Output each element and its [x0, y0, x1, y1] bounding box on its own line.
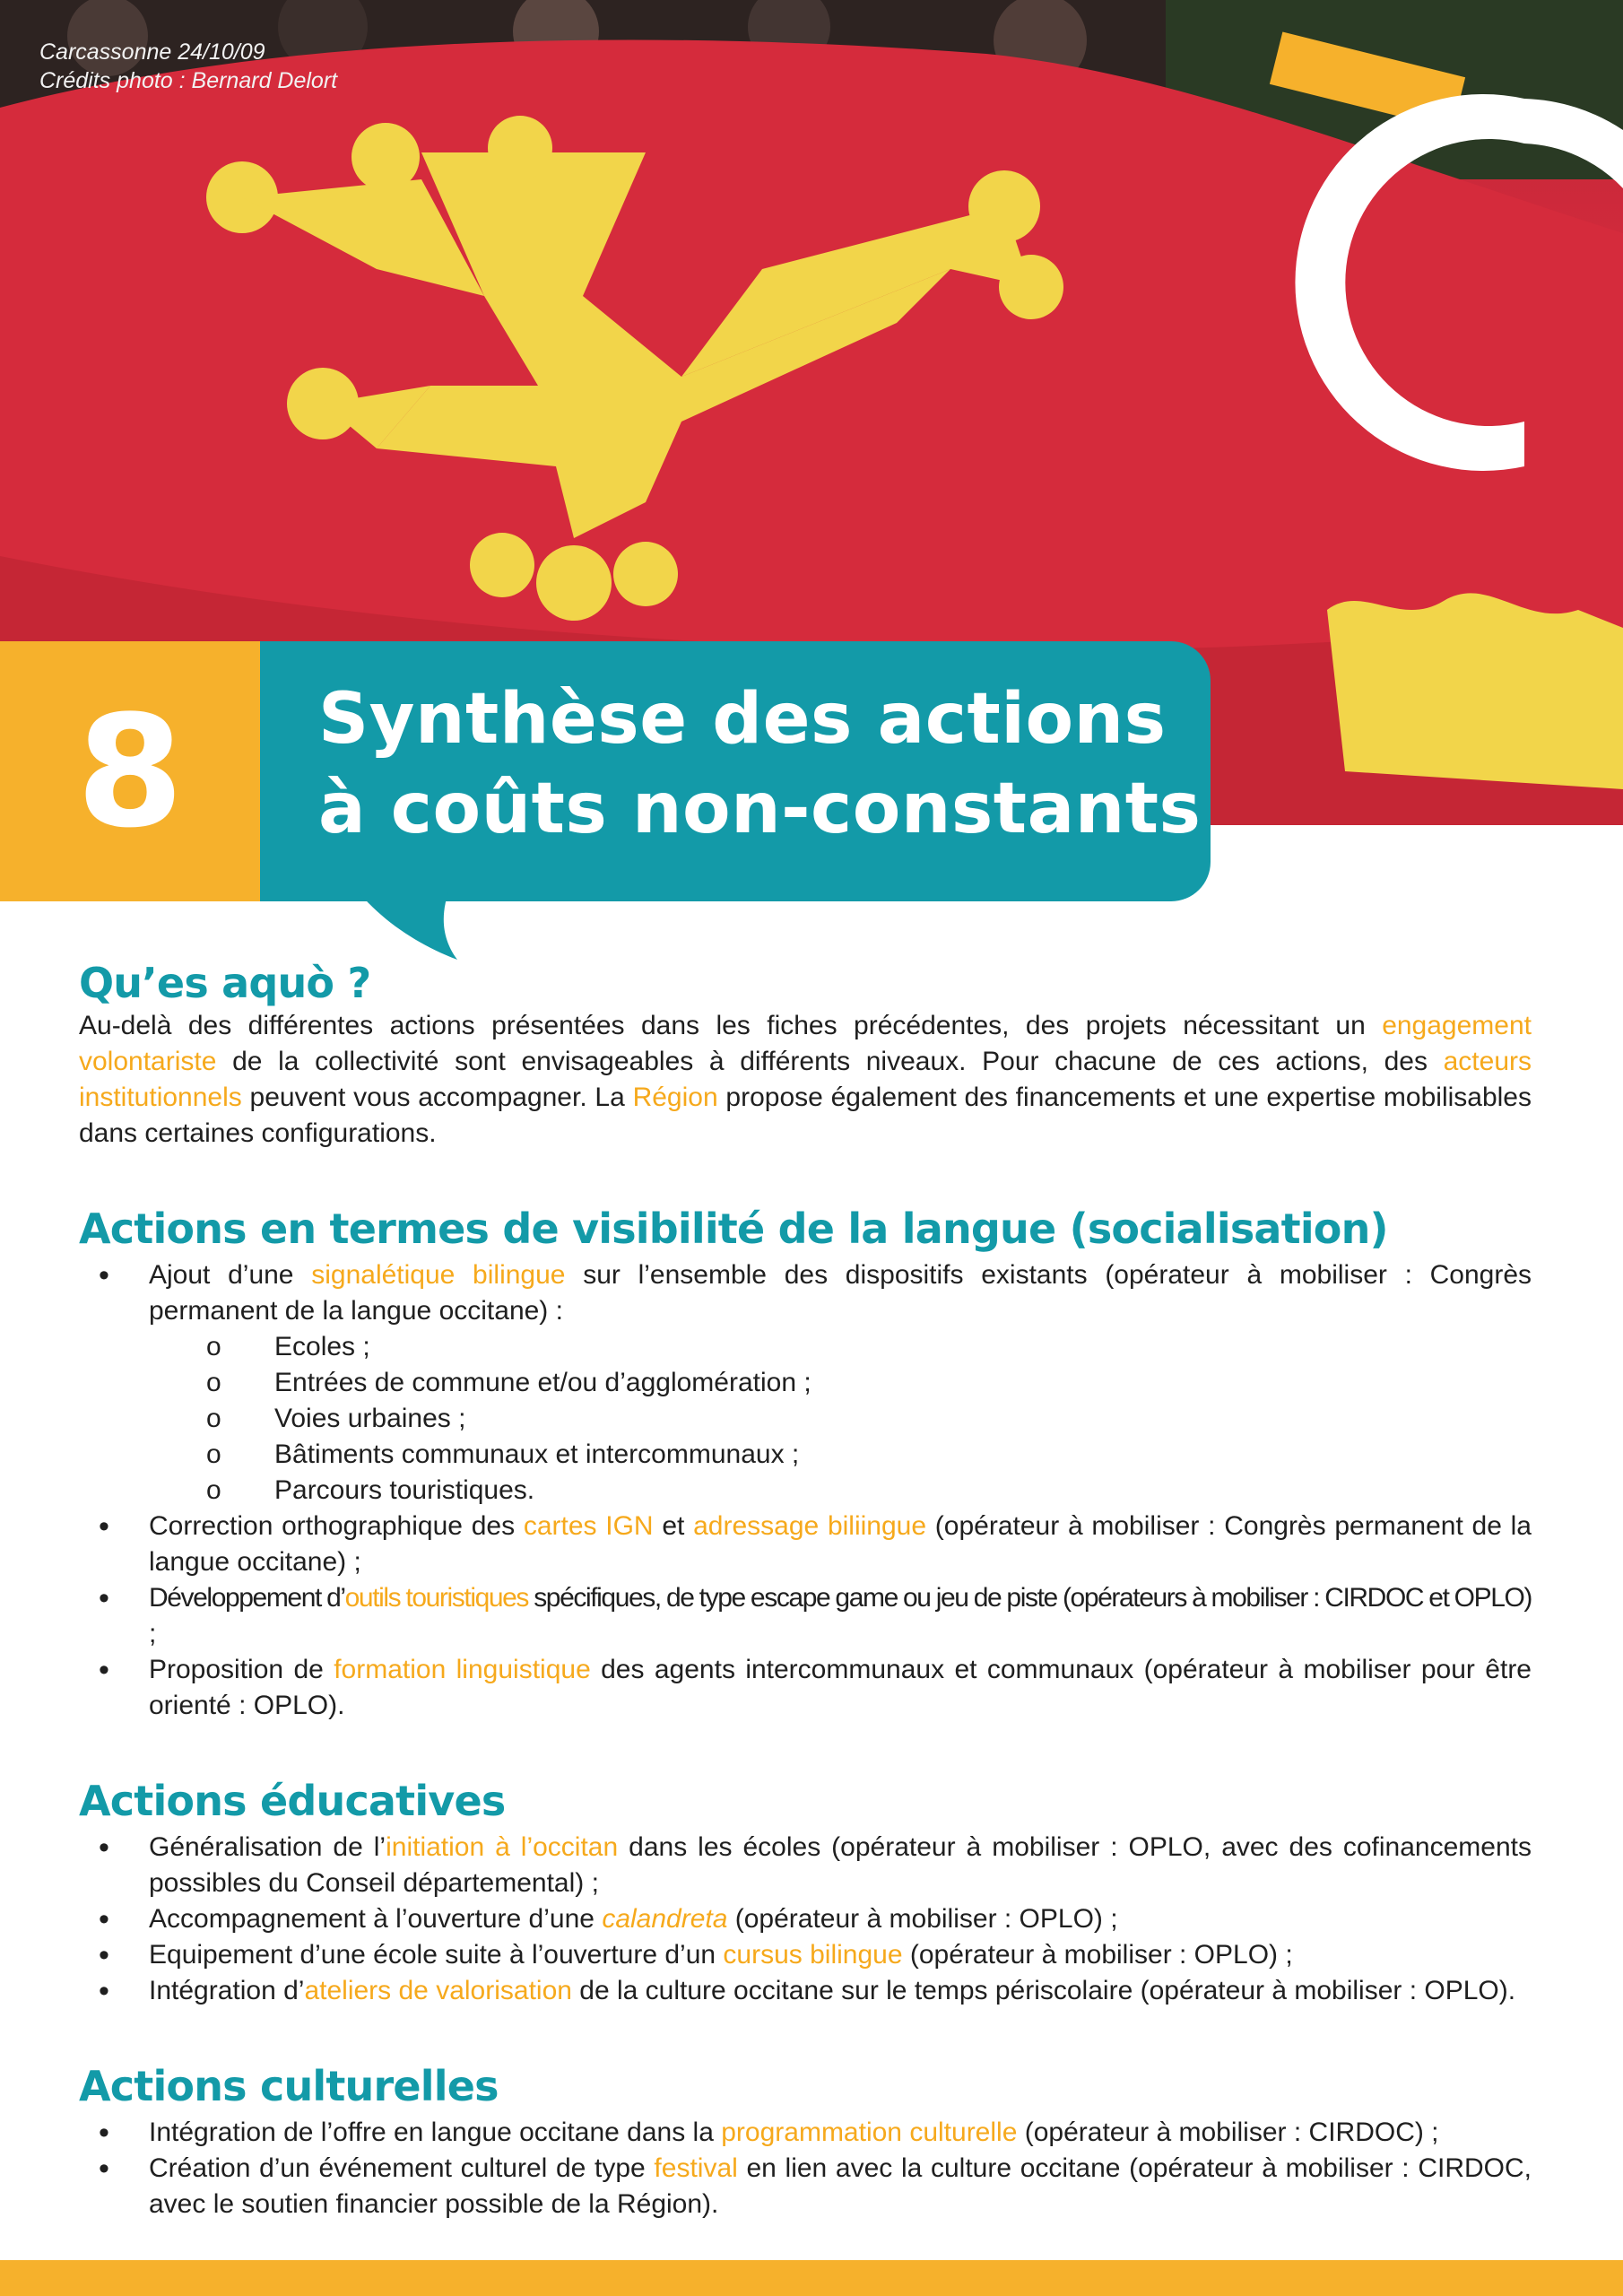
- list-item: [79, 1901, 1532, 1937]
- intro-text: propose également des financements et une expertise mobilisables dans certaines configurations.: [79, 1083, 1532, 1148]
- section-visibility: [79, 1204, 1532, 1724]
- culture-heading: Actions culturelles: [79, 2062, 499, 2110]
- item-text: et: [653, 1511, 694, 1541]
- item-text: Intégration de l’offre en langue occitane dans la: [149, 2118, 722, 2147]
- page-title: [318, 674, 1201, 854]
- intro-text: peuvent vous accompagner. La: [241, 1083, 633, 1112]
- item-text: Equipement d’une école suite à l’ouverture d’un: [149, 1940, 724, 1970]
- list-item: [79, 1580, 1532, 1652]
- list-item: [79, 1257, 1532, 1509]
- item-text: des agents intercommunaux et communaux (opérateur à mobiliser pour être orienté : OPLO).: [149, 1655, 1532, 1720]
- visibility-heading: Actions en termes de visibilité de la langue (socialisation): [79, 1205, 1388, 1253]
- highlight: festival: [654, 2153, 738, 2183]
- item-text: Généralisation de l’: [149, 1832, 386, 1862]
- item-text: sur l’ensemble des dispositifs existants (opérateur à mobiliser : Congrès permanent de la langue occitane) :: [149, 1260, 1532, 1326]
- visibility-list: [79, 1257, 1532, 1724]
- item-text: Proposition de: [149, 1655, 334, 1684]
- list-item: [79, 1937, 1532, 1973]
- sub-list-item: o Parcours touristiques.: [149, 1473, 1532, 1509]
- highlight: cursus bilingue: [723, 1940, 903, 1970]
- highlight: ateliers de valorisation: [304, 1976, 572, 2005]
- item-text: Correction orthographique des: [149, 1511, 524, 1541]
- title-line-2: à coûts non-constants: [318, 769, 1202, 849]
- highlight: programmation culturelle: [721, 2118, 1018, 2147]
- culture-list: [79, 2115, 1532, 2222]
- highlight: adressage biliingue: [693, 1511, 927, 1541]
- list-item: [79, 1830, 1532, 1901]
- intro-heading: Qu’es aquò ?: [79, 959, 371, 1007]
- caption-credits: Crédits photo : Bernard Delort: [39, 68, 338, 93]
- highlight-acteurs: acteurs institutionnels: [79, 1047, 1532, 1112]
- item-text: Création d’un événement culturel de type: [149, 2153, 655, 2183]
- title-line-1: Synthèse des actions: [318, 679, 1167, 760]
- speech-bubble-tail: [359, 892, 466, 964]
- item-text: Ajout d’une: [149, 1260, 312, 1290]
- item-text: spécifiques, de type escape game ou jeu de piste (opérateurs à mobiliser : CIRDOC et OPLO) ;: [149, 1583, 1532, 1648]
- item-text: Développement d’: [149, 1583, 345, 1613]
- section-culture: [79, 2061, 1532, 2222]
- item-text: Accompagnement à l’ouverture d’une: [149, 1904, 603, 1934]
- sub-list-item: o Voies urbaines ;: [149, 1401, 1532, 1437]
- list-item: [79, 2151, 1532, 2222]
- intro-text: Au-delà des différentes actions présentées dans les fiches précédentes, des projets nécessitant un: [79, 1011, 1383, 1040]
- highlight: signalétique bilingue: [311, 1260, 566, 1290]
- highlight: formation linguistique: [334, 1655, 591, 1684]
- intro-text: de la collectivité sont envisageables à différents niveaux. Pour chacune de ces actions, des: [216, 1047, 1444, 1076]
- sub-list-item: o Entrées de commune et/ou d’agglomération ;: [149, 1365, 1532, 1401]
- chapter-number-box: [0, 641, 260, 901]
- list-item: [79, 1509, 1532, 1580]
- education-heading: Actions éducatives: [79, 1777, 506, 1825]
- main-content: [79, 958, 1532, 2222]
- highlight-engagement: engagement volontariste: [79, 1011, 1532, 1076]
- highlight: initiation à l’occitan: [386, 1832, 619, 1862]
- item-text: Intégration d’: [149, 1976, 305, 2005]
- caption-location-date: Carcassonne 24/10/09: [39, 39, 265, 65]
- highlight-region: Région: [632, 1083, 718, 1112]
- section-education: [79, 1776, 1532, 2009]
- footer-bar: [0, 2260, 1623, 2296]
- list-item: [79, 1973, 1532, 2009]
- list-item: [79, 2115, 1532, 2151]
- highlight: calandreta: [602, 1904, 728, 1934]
- sub-list-item: o Ecoles ;: [149, 1329, 1532, 1365]
- item-text: (opérateur à mobiliser : OPLO) ;: [902, 1940, 1293, 1970]
- item-text: dans les écoles (opérateur à mobiliser : OPLO, avec des cofinancements possibles du Conseil départemental) ;: [149, 1832, 1532, 1898]
- highlight: cartes IGN: [523, 1511, 654, 1541]
- chapter-number: 8: [76, 681, 184, 862]
- signage-sublist: [149, 1329, 1532, 1509]
- item-text: (opérateur à mobiliser : CIRDOC) ;: [1017, 2118, 1439, 2147]
- education-list: [79, 1830, 1532, 2009]
- photo-caption: [39, 38, 337, 95]
- yellow-fabric: [1327, 593, 1623, 789]
- item-text: en lien avec la culture occitane (opérateur à mobiliser : CIRDOC, avec le soutien financier possible de la Région).: [149, 2153, 1532, 2219]
- highlight: outils touristiques: [344, 1583, 529, 1613]
- sub-list-item: o Bâtiments communaux et intercommunaux ;: [149, 1437, 1532, 1473]
- list-item: [79, 1652, 1532, 1724]
- item-text: de la culture occitane sur le temps périscolaire (opérateur à mobiliser : OPLO).: [571, 1976, 1516, 2005]
- item-text: (opérateur à mobiliser : Congrès permanent de la langue occitane) ;: [149, 1511, 1532, 1577]
- intro-paragraph: [79, 1008, 1532, 1152]
- item-text: (opérateur à mobiliser : OPLO) ;: [727, 1904, 1118, 1934]
